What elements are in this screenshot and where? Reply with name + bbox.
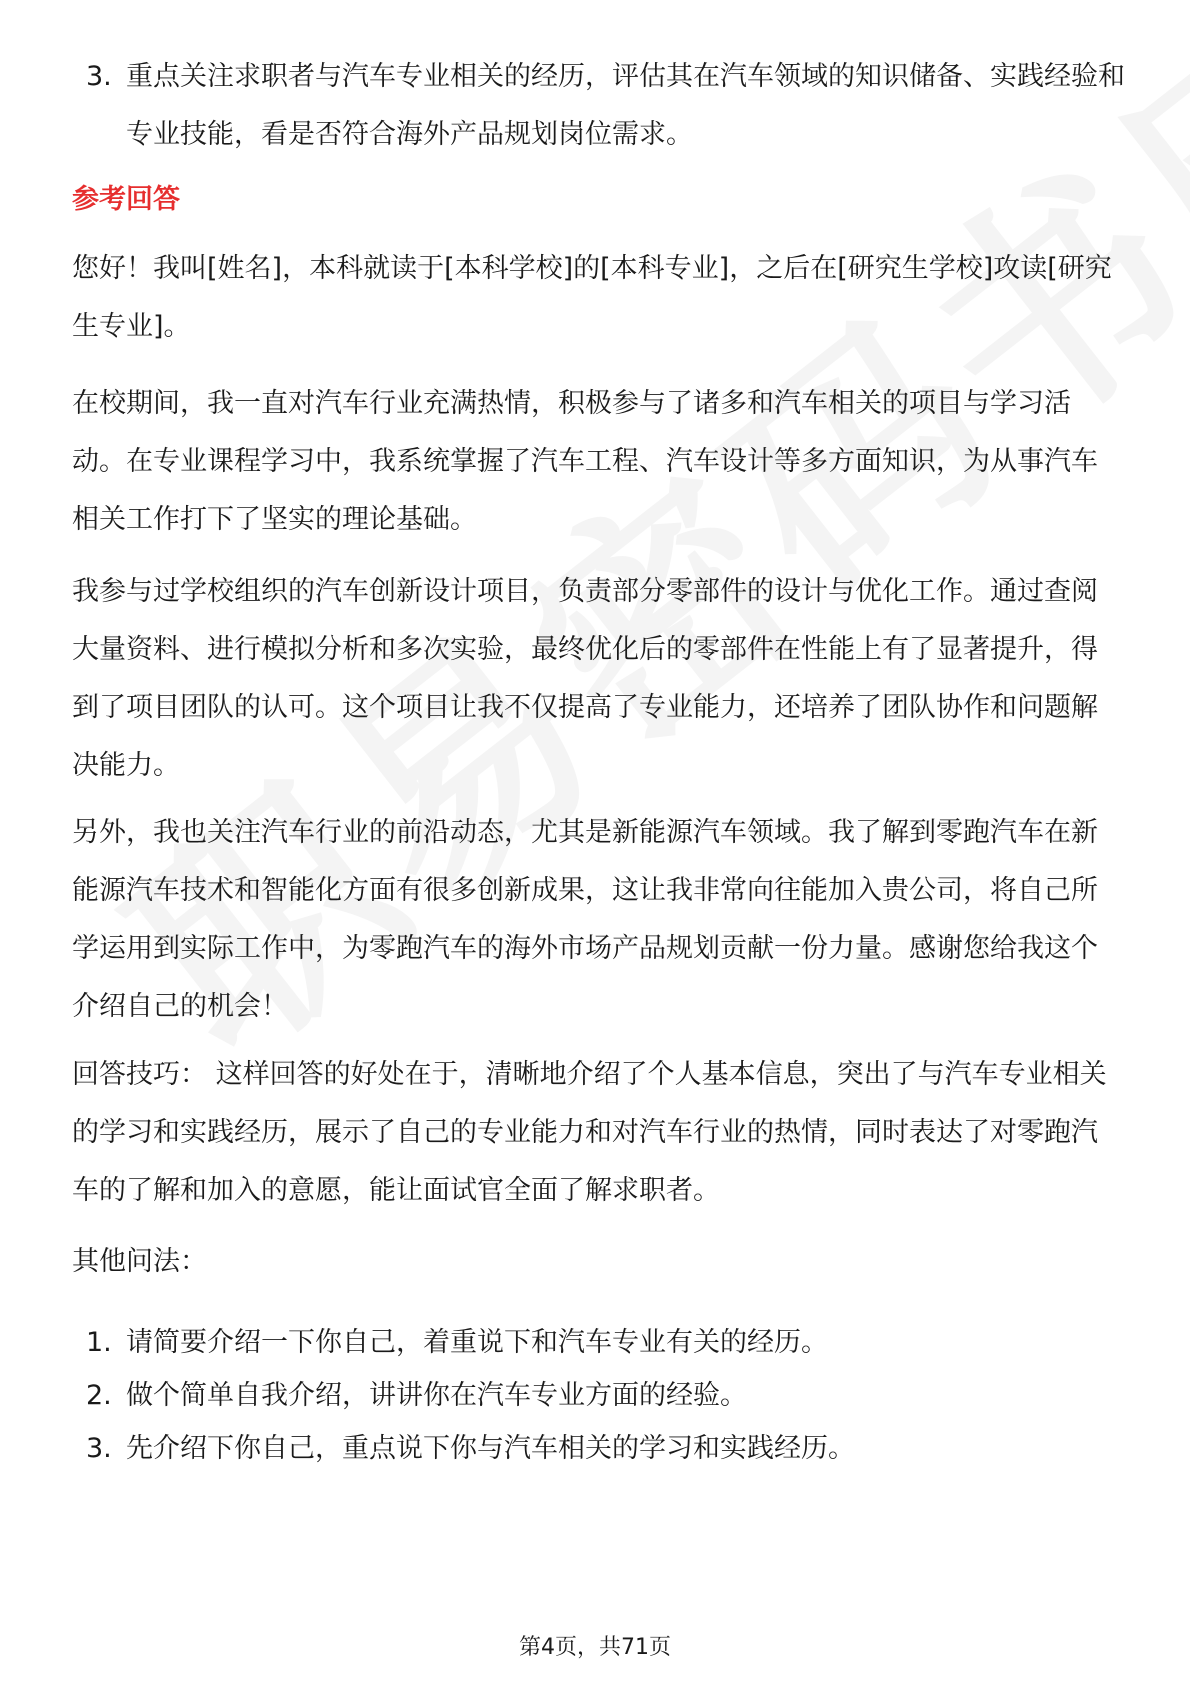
- numbered-item-top: [86, 48, 1126, 164]
- item-text: 做个简单自我介绍，讲讲你在汽车专业方面的经验。: [126, 1380, 747, 1411]
- paragraph-project: 我参与过学校组织的汽车创新设计项目，负责部分零部件的设计与优化工作。通过查阅大量资料、进行模拟分析和多次实验，最终优化后的零部件在性能上有了显著提升，得到了项目团队的认可。这个项目让我不仅提高了专业能力，还培养了团队协作和问题解决能力。: [72, 576, 1098, 781]
- list-item: [86, 1420, 1126, 1478]
- item-number: 3.: [86, 1433, 112, 1464]
- paragraph-other-label: 其他问法：: [72, 1246, 207, 1277]
- list-item: [86, 1367, 1126, 1425]
- item-number: 2.: [86, 1380, 112, 1411]
- list-item: [86, 1314, 1126, 1372]
- item-text: 重点关注求职者与汽车专业相关的经历，评估其在汽车领域的知识储备、实践经验和专业技能，看是否符合海外产品规划岗位需求。: [126, 61, 1125, 150]
- paragraph-school: 在校期间，我一直对汽车行业充满热情，积极参与了诸多和汽车相关的项目与学习活动。在专业课程学习中，我系统掌握了汽车工程、汽车设计等多方面知识，为从事汽车相关工作打下了坚实的理论基础。: [72, 388, 1098, 535]
- paragraph-industry: 另外，我也关注汽车行业的前沿动态，尤其是新能源汽车领域。我了解到零跑汽车在新能源汽车技术和智能化方面有很多创新成果，这让我非常向往能加入贵公司，将自己所学运用到实际工作中，为零跑汽车的海外市场产品规划贡献一份力量。感谢您给我这个介绍自己的机会！: [72, 817, 1098, 1022]
- section-heading: 参考回答: [72, 184, 180, 215]
- item-text: 先介绍下你自己，重点说下你与汽车相关的学习和实践经历。: [126, 1433, 855, 1464]
- paragraph-intro: 您好！我叫[姓名]，本科就读于[本科学校]的[本科专业]，之后在[研究生学校]攻读[研究生专业]。: [72, 253, 1112, 342]
- item-number: 1.: [86, 1327, 112, 1358]
- item-number: 3.: [86, 61, 112, 92]
- paragraph-tips: 回答技巧： 这样回答的好处在于，清晰地介绍了个人基本信息，突出了与汽车专业相关的学习和实践经历，展示了自己的专业能力和对汽车行业的热情，同时表达了对零跑汽车的了解和加入的意愿，能让面试官全面了解求职者。: [72, 1059, 1107, 1206]
- item-text: 请简要介绍一下你自己，着重说下和汽车专业有关的经历。: [126, 1327, 828, 1358]
- page-footer: 第4页，共71页: [519, 1635, 671, 1660]
